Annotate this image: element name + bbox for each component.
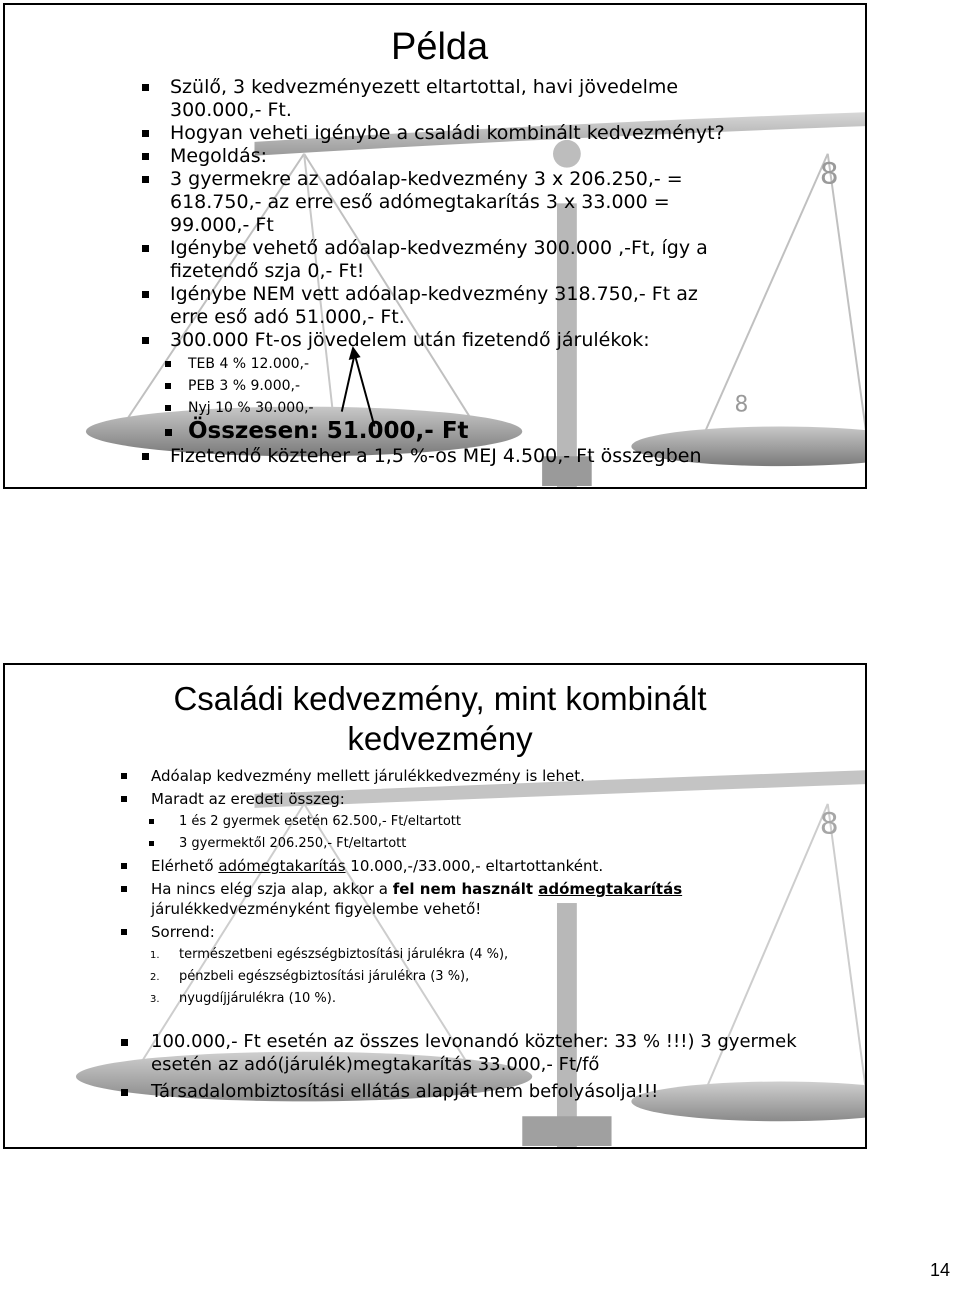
page-number: 14 — [929, 1260, 950, 1280]
order-item — [121, 989, 841, 1008]
bullet-item: 3 gyermekre az adóalap-kedvezmény 3 x 206.250,- = 618.750,- az erre eső adómegtakarítás 3 x 33.000 = 99.000,- Ft — [140, 168, 740, 237]
bullet-item: Megoldás: — [140, 145, 740, 168]
slide-title: Családi kedvezmény, mint kombinált kedvezmény — [173, 680, 707, 757]
total-line: Összesen: 51.000,- Ft — [140, 418, 740, 445]
bullet-item: Sorrend: — [121, 922, 841, 942]
bullet-item: Igénybe NEM vett adóalap-kedvezmény 318.750,- Ft az erre eső adó 51.000,- Ft. — [140, 283, 740, 329]
text: Ha nincs elég szja alap, akkor a — [151, 880, 393, 898]
bullet-item: Társadalombiztosítási ellátás alapját nem befolyásolja!!! — [121, 1080, 841, 1103]
order-item — [121, 945, 841, 964]
bullet-list — [121, 763, 841, 1103]
bold-text: fel nem használt — [392, 880, 539, 898]
svg-text:8: 8 — [734, 392, 749, 418]
slide-family-benefit — [3, 663, 867, 1149]
underlined-text: adómegtakarítás — [218, 857, 346, 875]
bullet-item: Maradt az eredeti összeg: — [121, 789, 841, 809]
text: 10.000,-/33.000,- eltartottanként. — [345, 857, 604, 875]
sub-item: 1 és 2 gyermek esetén 62.500,- Ft/eltartott — [121, 812, 841, 831]
svg-text:8: 8 — [819, 806, 839, 842]
bullet-item: Fizetendő közteher a 1,5 %-os MEJ 4.500,- Ft összegben — [140, 445, 740, 468]
bullet-item: 100.000,- Ft esetén az összes levonandó közteher: 33 % !!!) 3 gyermek esetén az adó(járulék)megtakarítás 33.000,- Ft/fő — [121, 1030, 841, 1076]
order-item — [121, 967, 841, 986]
svg-text:8: 8 — [819, 156, 839, 192]
sub-item: 3 gyermektől 206.250,- Ft/eltartott — [121, 834, 841, 853]
bullet-item — [121, 879, 841, 919]
bullet-item: Szülő, 3 kedvezményezett eltartottal, havi jövedelme 300.000,- Ft. — [140, 76, 740, 122]
bullet-item — [121, 856, 841, 876]
order-text: pénzbeli egészségbiztosítási járulékra (3 %), — [179, 969, 470, 984]
order-number: 1. — [150, 950, 160, 961]
sub-item-peb: PEB 3 % 9.000,- — [140, 376, 740, 396]
bullet-item: Adóalap kedvezmény mellett járulékkedvezmény is lehet. — [121, 766, 841, 786]
text: járulékkedvezményként figyelembe vehető! — [151, 900, 482, 918]
bullet-item: Igénybe vehető adóalap-kedvezmény 300.000 ,-Ft, így a fizetendő szja 0,- Ft! — [140, 237, 740, 283]
order-number: 2. — [150, 972, 160, 983]
bullet-item: 300.000 Ft-os jövedelem után fizetendő járulékok: — [140, 329, 740, 352]
slide-example — [3, 3, 867, 489]
text: Elérhető — [151, 857, 219, 875]
order-text: nyugdíjjárulékra (10 %). — [179, 991, 336, 1006]
bold-underlined-text: adómegtakarítás — [538, 880, 683, 898]
order-text: természetbeni egészségbiztosítási járulékra (4 %), — [179, 947, 509, 962]
bullet-item: Hogyan veheti igénybe a családi kombinált kedvezményt? — [140, 122, 740, 145]
slide-title: Példa — [391, 26, 489, 68]
sub-item-teb: TEB 4 % 12.000,- — [140, 354, 740, 374]
order-number: 3. — [150, 994, 160, 1005]
bullet-list — [140, 76, 740, 468]
sub-item-nyj: Nyj 10 % 30.000,- — [140, 398, 740, 418]
